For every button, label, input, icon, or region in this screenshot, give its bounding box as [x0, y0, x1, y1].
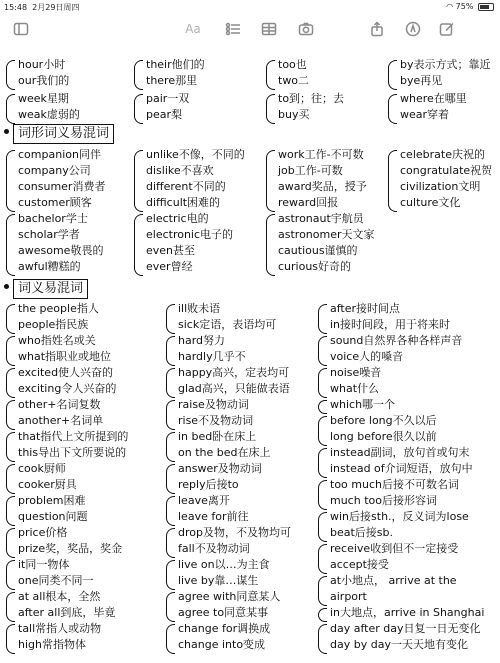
- form-meaning-word-line: award奖品，授予: [278, 180, 367, 193]
- homophone-line: by表示方式；靠近: [400, 58, 491, 71]
- meaning-word-line: prize奖，奖品，奖金: [18, 542, 123, 555]
- brace-mark: [6, 432, 15, 462]
- meaning-word-line: sound自然界各种各样声音: [330, 334, 463, 347]
- meaning-word-line: hardly几乎不: [178, 350, 246, 363]
- meaning-word-line: leave离开: [178, 494, 230, 507]
- brace-mark: [318, 368, 327, 398]
- meaning-word-line: price价格: [18, 526, 68, 539]
- brace-mark: [6, 496, 15, 526]
- meaning-word-line: drop及物，不及物均可: [178, 526, 291, 539]
- meaning-word-line: leave for前往: [178, 510, 249, 523]
- checklist-button[interactable]: [220, 14, 246, 44]
- meaning-word-line: change for调换成: [178, 622, 271, 635]
- meaning-word-line: live on以…为主食: [178, 558, 270, 571]
- homophone-line: two二: [278, 74, 310, 87]
- brace-mark: [318, 480, 327, 510]
- camera-button[interactable]: [293, 14, 319, 44]
- brace-mark: [6, 624, 15, 654]
- meaning-word-line: that指代上文所提到的: [18, 430, 129, 443]
- meaning-word-line: excited使人兴奋的: [18, 366, 114, 379]
- brace-mark: [166, 464, 175, 494]
- form-meaning-word-line: dislike不喜欢: [146, 164, 214, 177]
- meaning-word-line: people指民族: [18, 318, 89, 331]
- brace-mark: [166, 432, 175, 462]
- brace-mark: [6, 560, 15, 590]
- meaning-word-line: happy高兴，定表均可: [178, 366, 290, 379]
- meaning-word-line: answer及物动词: [178, 462, 262, 475]
- pen-circle-icon: [405, 21, 421, 37]
- sidebar-toggle-button[interactable]: [8, 14, 34, 44]
- markup-button[interactable]: [400, 14, 426, 44]
- meaning-word-line: live by靠…谋生: [178, 574, 259, 587]
- brace-mark: [6, 94, 15, 124]
- format-button[interactable]: [180, 14, 206, 44]
- brace-mark: [6, 592, 15, 622]
- meaning-word-line: instead of介词短语，放句中: [330, 462, 473, 475]
- brace-mark: [266, 60, 275, 90]
- homophone-line: our我们的: [18, 74, 70, 87]
- camera-icon: [298, 21, 314, 37]
- brace-mark: [166, 304, 175, 334]
- form-meaning-word-line: company公司: [18, 164, 91, 177]
- meaning-word-line: in大地点，arrive in Shanghai: [330, 606, 485, 619]
- brace-mark: [134, 214, 143, 276]
- form-meaning-word-line: bachelor学士: [18, 212, 88, 225]
- meaning-word-line: accept接受: [330, 558, 389, 571]
- brace-mark: [318, 400, 327, 414]
- brace-mark: [266, 150, 275, 212]
- share-button[interactable]: [364, 14, 390, 44]
- meaning-word-line: other+名词复数: [18, 398, 101, 411]
- meaning-word-line: after all到底，毕竟: [18, 606, 116, 619]
- brace-mark: [166, 560, 175, 590]
- table-button[interactable]: [256, 14, 282, 44]
- meaning-word-line: the people指人: [18, 302, 99, 315]
- brace-mark: [388, 60, 397, 90]
- brace-mark: [318, 512, 327, 542]
- homophone-line: hour小时: [18, 58, 66, 71]
- status-right: [446, 2, 494, 11]
- meaning-word-line: after接时间点: [330, 302, 401, 315]
- form-meaning-word-line: awesome敬畏的: [18, 244, 104, 257]
- notes-toolbar: [0, 14, 500, 44]
- bullet-icon: [4, 129, 9, 134]
- form-meaning-word-line: companion同伴: [18, 148, 101, 161]
- brace-mark: [166, 496, 175, 526]
- brace-mark: [6, 150, 15, 212]
- meaning-word-line: what指职业或地位: [18, 350, 112, 363]
- meaning-word-line: receive收到但不一定接受: [330, 542, 459, 555]
- meaning-word-line: change into变成: [178, 638, 266, 651]
- brace-mark: [6, 336, 15, 366]
- meaning-word-line: rise不及物动词: [178, 414, 254, 427]
- brace-mark: [388, 150, 397, 212]
- meaning-word-line: noise噪音: [330, 366, 382, 379]
- meaning-word-line: cooker厨具: [18, 478, 77, 491]
- wifi-icon: ◠: [446, 2, 454, 11]
- meaning-word-line: too much后接不可数名词: [330, 478, 459, 491]
- brace-mark: [166, 368, 175, 398]
- meaning-word-line: long before很久以前: [330, 430, 437, 443]
- meaning-word-line: win后接sth.，反义词为lose: [330, 510, 469, 523]
- form-meaning-word-line: difficult困难的: [146, 196, 221, 209]
- brace-mark: [166, 624, 175, 654]
- checklist-icon: [225, 21, 241, 37]
- compose-icon: [439, 21, 455, 37]
- meaning-word-line: who指姓名或关: [18, 334, 96, 347]
- brace-mark: [134, 94, 143, 124]
- brace-mark: [318, 448, 327, 478]
- form-meaning-word-line: even甚至: [146, 244, 196, 257]
- meaning-word-line: high常指物体: [18, 638, 86, 651]
- meaning-word-line: instead副词，放句首或句末: [330, 446, 470, 459]
- status-time: 15:48: [4, 3, 28, 12]
- form-meaning-word-line: awful糟糕的: [18, 260, 81, 273]
- section-header: 词义易混词: [13, 279, 88, 299]
- battery-percent: 75%: [455, 2, 474, 11]
- form-meaning-word-line: congratulate祝贺: [400, 164, 493, 177]
- brace-mark: [6, 368, 15, 398]
- brace-mark: [266, 94, 275, 124]
- homophone-line: there那里: [146, 74, 198, 87]
- homophone-line: their他们的: [146, 58, 205, 71]
- meaning-word-line: voice人的嗓音: [330, 350, 404, 363]
- meaning-word-line: agree with同意某人: [178, 590, 281, 603]
- homophone-line: too也: [278, 58, 307, 71]
- brace-mark: [6, 60, 15, 90]
- status-time-date: [4, 2, 79, 13]
- brace-mark: [166, 528, 175, 558]
- meaning-word-line: day after day日复一日无变化: [330, 622, 481, 635]
- meaning-word-line: much too后接形容词: [330, 494, 437, 507]
- meaning-word-line: tall常指人或动物: [18, 622, 102, 635]
- meaning-word-line: in接时间段，用于将来时: [330, 318, 451, 331]
- meaning-word-line: question问题: [18, 510, 88, 523]
- meaning-word-line: this导出下文所要说的: [18, 446, 127, 459]
- meaning-word-line: sick定语，表语均可: [178, 318, 277, 331]
- meaning-word-line: problem困难: [18, 494, 86, 507]
- meaning-word-line: day by day一天天地有变化: [330, 638, 468, 651]
- form-meaning-word-line: cautious谨慎的: [278, 244, 358, 257]
- homophone-line: buy买: [278, 108, 310, 121]
- meaning-word-line: exciting令人兴奋的: [18, 382, 117, 395]
- status-date: 2月29日周四: [32, 3, 80, 12]
- brace-mark: [266, 214, 275, 276]
- meaning-word-line: what什么: [330, 382, 380, 395]
- homophone-line: week星期: [18, 92, 69, 105]
- form-meaning-word-line: unlike不像，不同的: [146, 148, 245, 161]
- brace-mark: [318, 608, 327, 622]
- meaning-word-line: hard努力: [178, 334, 226, 347]
- homophone-line: pair一双: [146, 92, 190, 105]
- brace-mark: [134, 60, 143, 90]
- form-meaning-word-line: work工作-不可数: [278, 148, 364, 161]
- brace-mark: [6, 400, 15, 430]
- status-bar: [0, 0, 500, 14]
- format-label: Aa: [185, 22, 201, 36]
- meaning-word-line: which哪一个: [330, 398, 396, 411]
- compose-button[interactable]: [434, 14, 460, 44]
- table-icon: [261, 21, 277, 37]
- brace-mark: [318, 544, 327, 574]
- meaning-word-line: cook厨师: [18, 462, 66, 475]
- brace-mark: [6, 528, 15, 558]
- section-header: 词形词义易混词: [13, 124, 114, 144]
- meaning-word-line: fall不及物动词: [178, 542, 250, 555]
- form-meaning-word-line: reward回报: [278, 196, 339, 209]
- meaning-word-line: at小地点， arrive at the: [330, 574, 457, 587]
- form-meaning-word-line: electronic电子的: [146, 228, 234, 241]
- meaning-word-line: one同类不同一: [18, 574, 94, 587]
- homophone-line: weak虚弱的: [18, 108, 80, 121]
- homophone-line: pear梨: [146, 108, 183, 121]
- form-meaning-word-line: scholar学者: [18, 228, 80, 241]
- brace-mark: [388, 94, 397, 124]
- form-meaning-word-line: consumer消费者: [18, 180, 106, 193]
- homophone-line: wear穿着: [400, 108, 450, 121]
- meaning-word-line: ill败未语: [178, 302, 221, 315]
- form-meaning-word-line: curious好奇的: [278, 260, 352, 273]
- meaning-word-line: airport: [330, 590, 367, 603]
- meaning-word-line: on the bed在床上: [178, 446, 271, 459]
- meaning-word-line: glad高兴，只能做表语: [178, 382, 290, 395]
- battery-icon: [478, 3, 494, 11]
- homophone-line: where在哪里: [400, 92, 467, 105]
- share-icon: [369, 21, 385, 37]
- brace-mark: [318, 416, 327, 446]
- meaning-word-line: another+名词单: [18, 414, 104, 427]
- meaning-word-line: raise及物动词: [178, 398, 249, 411]
- form-meaning-word-line: astronomer天文家: [278, 228, 375, 241]
- meaning-word-line: it同一物体: [18, 558, 70, 571]
- homophone-line: bye再见: [400, 74, 443, 87]
- form-meaning-word-line: ever曾经: [146, 260, 193, 273]
- homophone-line: to到；往；去: [278, 92, 345, 105]
- form-meaning-word-line: civilization文明: [400, 180, 481, 193]
- form-meaning-word-line: job工作-可数: [278, 164, 343, 177]
- brace-mark: [318, 576, 327, 606]
- brace-mark: [6, 464, 15, 494]
- brace-mark: [134, 150, 143, 212]
- brace-mark: [318, 336, 327, 366]
- brace-mark: [166, 336, 175, 366]
- form-meaning-word-line: culture文化: [400, 196, 461, 209]
- brace-mark: [166, 592, 175, 622]
- meaning-word-line: at all根本，全然: [18, 590, 101, 603]
- brace-mark: [318, 304, 327, 334]
- brace-mark: [6, 214, 15, 276]
- bullet-icon: [4, 284, 9, 289]
- meaning-word-line: reply后接to: [178, 478, 239, 491]
- meaning-word-line: agree to同意某事: [178, 606, 269, 619]
- meaning-word-line: beat后接sb.: [330, 526, 394, 539]
- sidebar-icon: [13, 21, 29, 37]
- form-meaning-word-line: astronaut宇航员: [278, 212, 364, 225]
- form-meaning-word-line: different不同的: [146, 180, 226, 193]
- brace-mark: [318, 624, 327, 654]
- brace-mark: [6, 304, 15, 334]
- form-meaning-word-line: customer顾客: [18, 196, 92, 209]
- meaning-word-line: before long不久以后: [330, 414, 437, 427]
- brace-mark: [166, 400, 175, 430]
- meaning-word-line: in bed卧在床上: [178, 430, 257, 443]
- form-meaning-word-line: celebrate庆祝的: [400, 148, 485, 161]
- form-meaning-word-line: electric电的: [146, 212, 209, 225]
